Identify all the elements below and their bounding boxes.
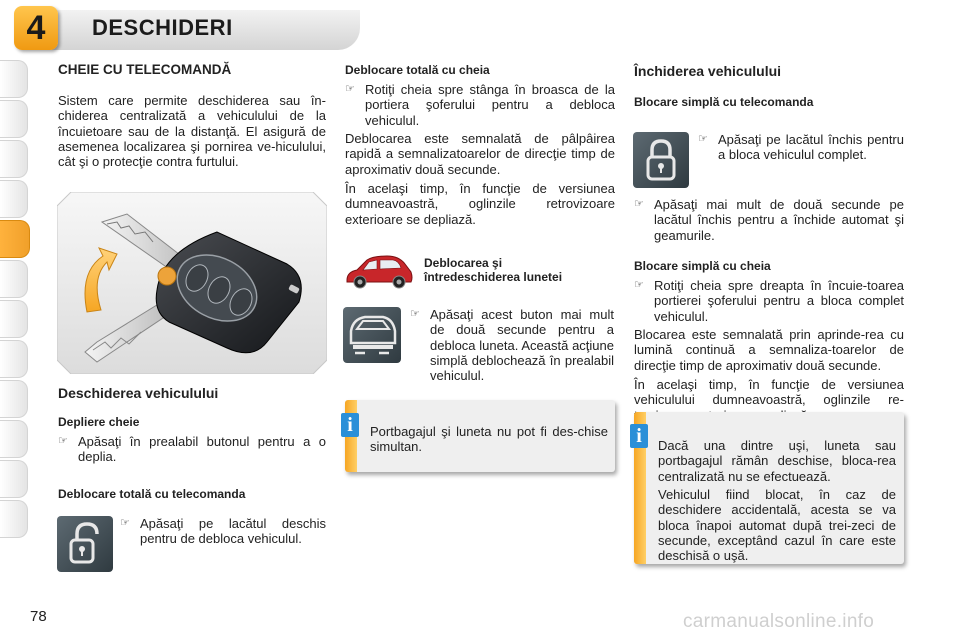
page-number: 78 bbox=[30, 608, 47, 625]
column-right-lower bbox=[634, 197, 904, 427]
bullet-text: Rotiţi cheia spre dreapta în încuie-toarea portierei şoferului pentru a bloca complet vehiculul. bbox=[654, 277, 904, 324]
chapter-tab[interactable] bbox=[0, 420, 28, 458]
bullet-rear-window bbox=[410, 307, 614, 384]
chapter-tab[interactable] bbox=[0, 180, 28, 218]
section-title-key: CHEIE CU TELECOMANDĂ bbox=[58, 62, 232, 77]
chapter-tab[interactable] bbox=[0, 340, 28, 378]
info-icon: i bbox=[341, 413, 359, 437]
section-title-closing: Închiderea vehiculului bbox=[634, 63, 782, 79]
subtitle-remote-unlock: Deblocare totală cu telecomanda bbox=[58, 486, 246, 501]
column-middle bbox=[345, 63, 615, 231]
chapter-tab[interactable] bbox=[0, 380, 28, 418]
chapter-tab[interactable] bbox=[0, 300, 28, 338]
subtitle-rear-window-line2: întredeschiderea lunetei bbox=[424, 270, 563, 285]
column-left bbox=[58, 62, 326, 174]
info-paragraph-open-door: Dacă una dintre uşi, luneta sau portbagajul rămân deschise, bloca-rea centralizată nu se efectuează. bbox=[658, 438, 896, 484]
paragraph-mirrors-fold: În acelaşi timp, în funcţie de versiunea vehiculului dumneavoastră, oglinzile re- bbox=[634, 376, 904, 408]
column-right bbox=[634, 63, 904, 109]
info-text-trunk: Portbagajul şi luneta nu pot fi des-chise simultan. bbox=[370, 424, 608, 455]
car-red-icon bbox=[343, 252, 415, 292]
paragraph-lock-signal: Blocarea este semnalată prin aprinde-rea cu lumină continuă a semnaliza-toarelor de direcţie timp de aproximativ două secunde. bbox=[634, 326, 904, 373]
section-title-opening: Deschiderea vehiculului bbox=[58, 385, 219, 401]
chapter-tab[interactable] bbox=[0, 500, 28, 538]
bullet-text: Apăsaţi pe lacătul închis pentru a bloca vehiculul complet. bbox=[718, 132, 904, 163]
paragraph-mirrors-unfold: În acelaşi timp, în funcţie de versiunea dumneavoastră, oglinzile retrovizoare exterioare se depliază. bbox=[345, 180, 615, 227]
bullet-remote-lock bbox=[698, 132, 904, 163]
chapter-title: DESCHIDERI bbox=[92, 15, 233, 40]
subtitle-key-lock: Blocare simplă cu cheia bbox=[634, 258, 771, 273]
bullet-key-unfold bbox=[58, 434, 326, 465]
info-icon: i bbox=[630, 424, 648, 448]
opening-section bbox=[58, 385, 326, 501]
rear-window-button-icon bbox=[343, 307, 401, 363]
unlock-padlock-icon bbox=[57, 516, 113, 572]
key-remote-illustration bbox=[57, 192, 327, 374]
intro-paragraph: Sistem care permite deschiderea sau în-chiderea centralizată a vehiculului de la încuietoare sau de la distanţă. El asigură de asemenea localizarea şi pornirea ve-hiculului, cât şi o protecţie contra furtului. bbox=[58, 93, 326, 170]
chapter-tab[interactable] bbox=[0, 60, 28, 98]
lock-padlock-icon bbox=[633, 132, 689, 188]
key-remote-icon bbox=[57, 192, 327, 374]
paragraph-unlock-signal: Deblocarea este semnalată de pâlpâirea rapidă a semnalizatoarelor de direcţie timp de aproximativ două secunde. bbox=[345, 130, 615, 177]
bullet-text: Apăsaţi acest buton mai mult de două secunde pentru a debloca luneta. Această acţiune simplă deblochează în prealabil vehiculul. bbox=[430, 307, 614, 384]
pointer-hand-icon: ☞ bbox=[634, 198, 644, 210]
subtitle-key-unlock: Deblocare totală cu cheia bbox=[345, 63, 490, 77]
subtitle-rear-window bbox=[424, 256, 614, 285]
rear-window-button-illustration bbox=[343, 307, 401, 363]
subtitle-remote-lock: Blocare simplă cu telecomanda bbox=[634, 95, 814, 109]
pointer-hand-icon: ☞ bbox=[345, 83, 355, 95]
chapter-tabs bbox=[0, 60, 30, 540]
bullet-text: Apăsaţi pe lacătul deschis pentru de debloca vehiculul. bbox=[140, 516, 326, 547]
chapter-tab[interactable] bbox=[0, 140, 28, 178]
bullet-remote-unlock bbox=[120, 516, 326, 547]
info-text-locking bbox=[658, 438, 896, 567]
watermark: carmanualsonline.info bbox=[683, 611, 875, 632]
chapter-tab[interactable] bbox=[0, 260, 28, 298]
info-paragraph-auto-relock: Vehiculul fiind blocat, în caz de deschidere accidentală, acesta se va bloca înapoi automat după trei-zeci de secunde, exceptând cazul în care este deschisă o uşă. bbox=[658, 486, 896, 564]
bullet-key-unlock bbox=[345, 82, 615, 128]
bullet-key-lock bbox=[634, 278, 904, 324]
pointer-hand-icon: ☞ bbox=[58, 435, 68, 447]
chapter-tab-active[interactable] bbox=[0, 220, 30, 258]
unlock-button-illustration bbox=[57, 516, 113, 572]
car-illustration bbox=[343, 252, 415, 292]
chapter-number: 4 bbox=[26, 9, 46, 47]
pointer-hand-icon: ☞ bbox=[698, 133, 708, 145]
chapter-tab[interactable] bbox=[0, 100, 28, 138]
bullet-text: Rotiţi cheia spre stânga în broasca de la portiera şoferului pentru a debloca vehiculul. bbox=[365, 82, 615, 128]
lock-button-illustration bbox=[633, 132, 689, 188]
pointer-hand-icon: ☞ bbox=[410, 308, 420, 320]
bullet-text: Apăsaţi în prealabil butonul pentru a o deplia. bbox=[78, 434, 326, 465]
pointer-hand-icon: ☞ bbox=[120, 517, 130, 529]
bullet-text: Apăsaţi mai mult de două secunde pe lacătul închis pentru a închide automat şi geamurile. bbox=[654, 197, 904, 243]
chapter-tab[interactable] bbox=[0, 460, 28, 498]
pointer-hand-icon: ☞ bbox=[634, 278, 644, 291]
subtitle-rear-window-line1: Deblocarea şi bbox=[424, 256, 503, 270]
subtitle-key-unfold: Depliere cheie bbox=[58, 415, 140, 429]
bullet-remote-lock-windows bbox=[634, 197, 904, 243]
